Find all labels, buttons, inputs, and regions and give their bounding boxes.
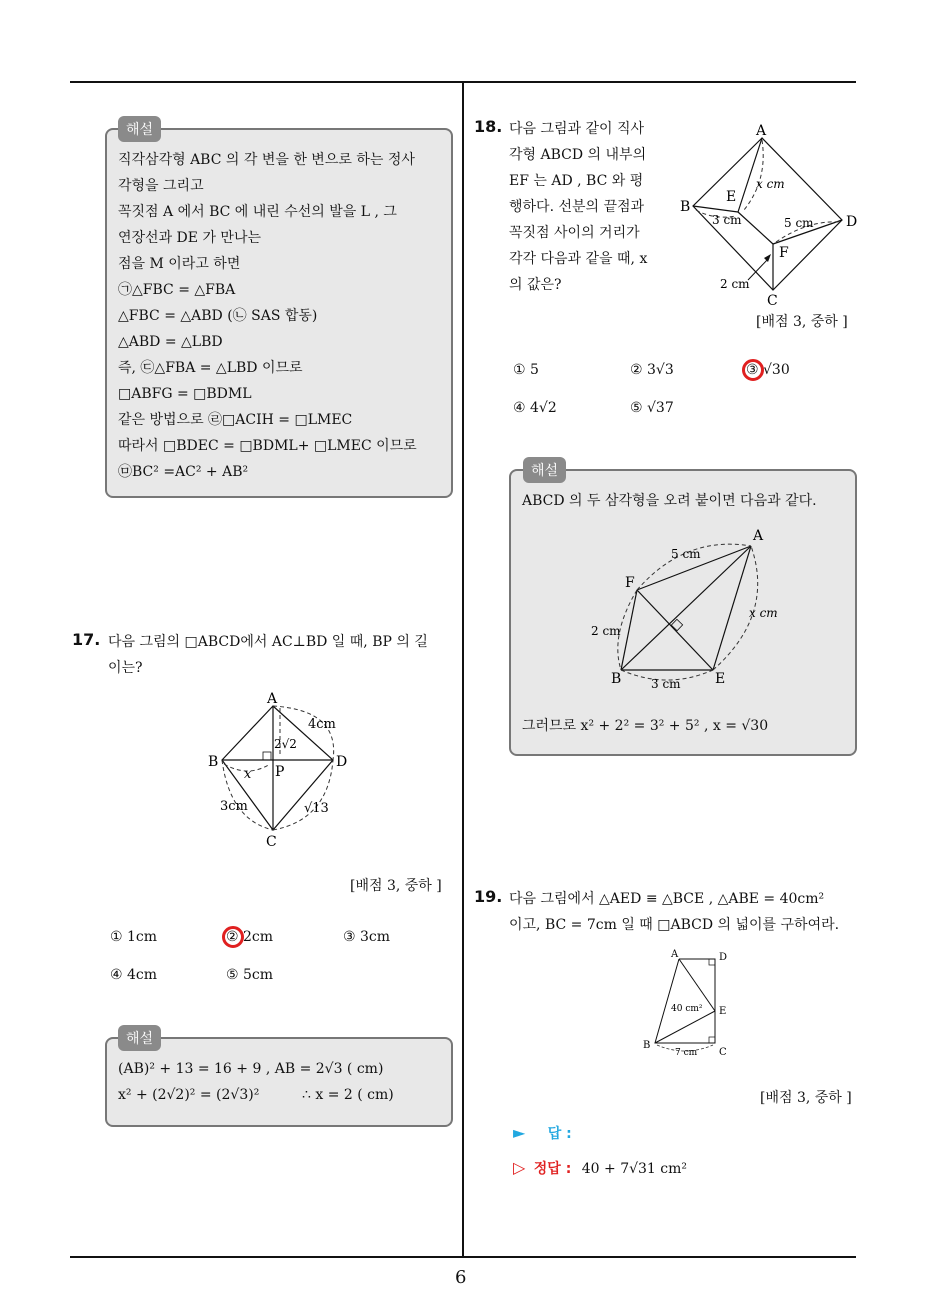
q18-segment-be [693,206,738,212]
q19-label-d: D [719,952,728,963]
q17-choice-3[interactable]: ③ 3cm [343,929,391,945]
sol18-label-2cm: 2 cm [591,624,621,638]
q17-label-p: P [275,764,285,780]
q19-answer-row [513,1123,572,1144]
q17-label-root13: √13 [304,801,329,816]
q19-score: [배점 3, 중하 ] [760,1090,852,1106]
sol16-line: 따라서 □BDEC = □BDML+ □LMEC 이므로 [118,438,417,454]
sol17-line2b: ∴ x = 2 ( cm) [302,1087,394,1103]
q19-label-area: 40 cm² [671,1004,703,1014]
q17-label-a: A [267,691,278,707]
q18-line: 행하다. 선분의 끝점과 [509,199,645,215]
sol17-line1: (AB)² + 13 = 16 + 9 , AB = 2√3 ( cm) [118,1061,384,1077]
sol18-label-5cm: 5 cm [671,547,701,561]
q17-label-3cm: 3cm [220,799,248,814]
q19-correct-row [513,1158,687,1179]
outline-arrow-icon: ▷ [513,1158,526,1177]
q17-score: [배점 3, 중하 ] [350,878,442,894]
solution-18-tab: 해설 [523,457,566,483]
q18-label-b: B [680,199,691,215]
sol18-line1: ABCD 의 두 삼각형을 오려 붙이면 다음과 같다. [522,493,817,509]
sol16-line: ㉤BC² =AC² + AB² [118,464,249,480]
q19-label-7cm: 7 cm [675,1048,698,1058]
q18-label-xcm: x cm [756,177,785,191]
q18-line: 꼭짓점 사이의 거리가 [509,225,640,241]
q17-label-x: x [244,767,252,782]
sol18-label-3cm: 3 cm [651,677,681,690]
q19-line2: 이고, BC = 7cm 일 때 □ABCD 의 넓이를 구하여라. [509,917,840,933]
q18-choice-5[interactable]: ⑤ √37 [630,400,674,416]
q17-choice-2[interactable]: ② 2cm [226,929,274,945]
sol18-figure [585,525,805,690]
q18-line: 각형 ABCD 의 내부의 [509,147,647,163]
q18-choice-2[interactable]: ② 3√3 [630,362,674,378]
sol16-line: △FBC = △ABD (㉡ SAS 합동) [118,308,318,324]
q19-label-c: C [719,1047,727,1058]
sol16-line: 점을 M 이라고 하면 [118,256,241,272]
page-number: 6 [455,1267,467,1288]
q18-line: 의 값은? [509,277,562,293]
q19-trapezoid [655,959,715,1043]
q17-choice-5[interactable]: ⑤ 5cm [226,967,274,983]
q19-answer-label: 답 : [547,1126,572,1142]
q19-right-angle-d [709,959,715,965]
sol16-line: ㉠△FBC = △FBA [118,282,236,298]
q18-line: 다음 그림과 같이 직사 [509,121,645,137]
q17-label-b: B [208,754,219,770]
q17-text-line1: 다음 그림의 □ABCD에서 AC⊥BD 일 때, BP 의 길 [108,634,428,650]
sol18-label-b: B [611,671,622,687]
q18-label-a: A [756,123,767,139]
q17-text-line2: 이는? [108,660,143,676]
q18-score: [배점 3, 중하 ] [756,314,848,330]
q18-choice-4[interactable]: ④ 4√2 [513,400,557,416]
sol16-line: △ABD = △LBD [118,334,223,350]
sol16-line: 같은 방법으로 ㉣□ACIH = □LMEC [118,412,353,428]
q17-choice-4[interactable]: ④ 4cm [110,967,158,983]
q18-choice-1[interactable]: ① 5 [513,362,539,378]
q17-label-2root2: 2√2 [274,737,297,751]
sol16-line: 즉, ㉢△FBA = △LBD 이므로 [118,360,303,376]
q19-label-e: E [719,1006,727,1017]
sol16-line: 각형을 그리고 [118,178,204,194]
q17-figure [200,690,400,860]
q19-line-eb [655,1011,715,1043]
solution-17-tab: 해설 [118,1025,161,1051]
column-divider [462,82,464,1257]
q17-label-4cm: 4cm [308,717,336,732]
q18-label-d: D [846,214,858,230]
q18-arc-ae [744,140,763,210]
q18-label-c: C [767,293,778,309]
q18-line: EF 는 AD , BC 와 평 [509,173,644,189]
sol18-label-f: F [625,575,635,591]
q17-number: 17. [72,630,101,649]
q18-label-3cm: 3 cm [712,213,742,227]
q19-figure [635,945,745,1060]
sol18-label-e: E [715,671,726,687]
q19-label-b: B [643,1040,651,1051]
sol16-line: 직각삼각형 ABC 의 각 변을 한 변으로 하는 정사 [118,152,415,168]
q18-label-5cm: 5 cm [784,216,814,230]
sol16-line: 연장선과 DE 가 만나는 [118,230,261,246]
sol17-line2: x² + (2√2)² = (2√3)² [118,1087,260,1103]
q18-label-f: F [779,245,789,261]
q18-arrowhead [764,254,771,262]
sol18-line2: 그러므로 x² + 2² = 3² + 5² , x = √30 [522,718,769,734]
q18-line: 각각 다음과 같을 때, x [509,251,648,267]
q19-line1: 다음 그림에서 △AED ≡ △BCE , △ABE = 40cm² [509,891,825,907]
q18-figure [668,120,868,310]
q18-segment-ef [738,212,773,244]
q19-number: 19. [474,887,503,906]
q18-choice-3[interactable]: ③ √30 [746,362,790,378]
sol18-line-fb [621,590,637,670]
q17-answer-mark [222,926,244,948]
sol18-line-fe [637,590,713,670]
q19-label-a: A [671,949,679,960]
q19-right-angle-c [709,1037,715,1043]
q18-arrow-cf [748,258,769,280]
q17-choice-1[interactable]: ① 1cm [110,929,158,945]
q18-label-e: E [726,189,737,205]
sol16-line: 꼭짓점 A 에서 BC 에 내린 수선의 발을 L , 그 [118,204,397,220]
sol16-line: □ABFG = □BDML [118,386,252,402]
solution-16-tab: 해설 [118,116,161,142]
q18-label-2cm: 2 cm [720,277,750,291]
q18-number: 18. [474,117,503,136]
play-arrow-icon: ► [513,1123,526,1142]
q18-answer-mark [742,359,764,381]
q19-correct-value: 40 + 7√31 cm² [581,1161,688,1177]
q17-right-angle [263,752,271,760]
sol18-label-xcm: x cm [749,606,778,620]
q17-label-d: D [336,754,348,770]
q17-label-c: C [266,834,277,850]
q19-correct-label: 정답 : [533,1161,572,1177]
sol18-label-a: A [753,528,764,544]
